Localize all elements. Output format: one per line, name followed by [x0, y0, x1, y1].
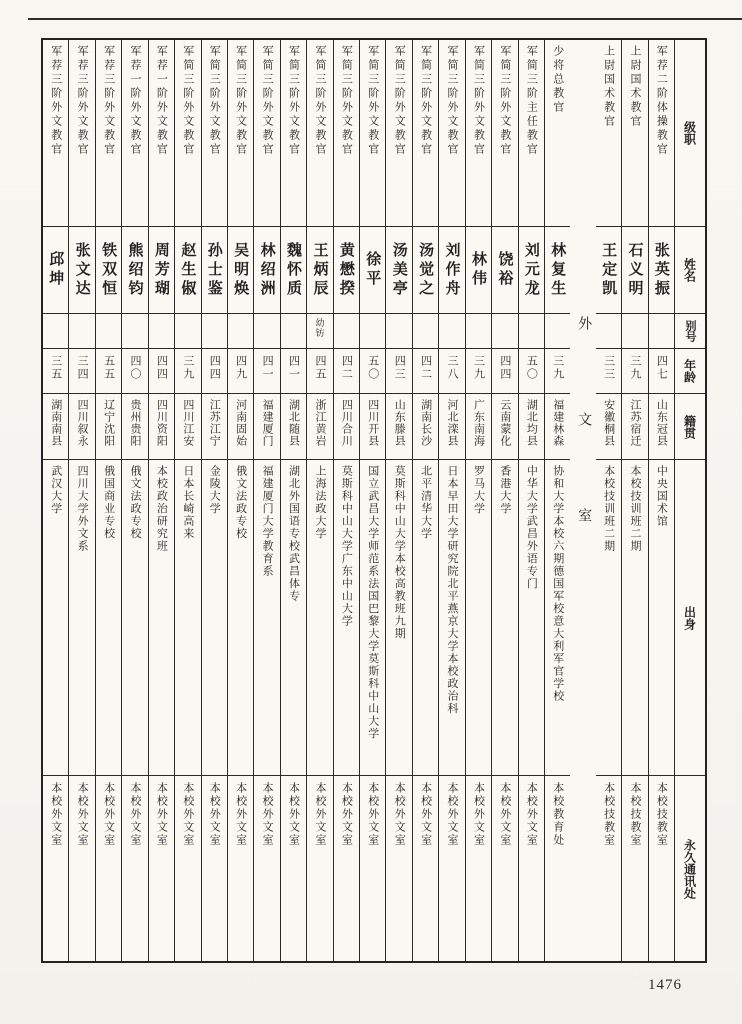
address-cell: 本校外文室 [254, 775, 279, 961]
background-cell: 罗马大学 [466, 459, 491, 775]
name-cell: 吴明焕 [228, 226, 253, 313]
age-cell: 四一 [281, 348, 306, 393]
alias-cell [622, 313, 647, 348]
origin-cell: 湖南长沙 [413, 393, 438, 459]
alias-cell [519, 313, 544, 348]
person-column [68, 40, 94, 961]
age-cell: 五五 [96, 348, 121, 393]
background-cell: 俄国商业专校 [96, 459, 121, 775]
age-cell: 四四 [149, 348, 174, 393]
origin-cell: 四川资阳 [149, 393, 174, 459]
background-cell: 中央国术馆 [649, 459, 674, 775]
address-cell: 本校外文室 [228, 775, 253, 961]
alias-cell [69, 313, 94, 348]
header-age: 年龄 [675, 348, 705, 393]
address-cell: 本校技教室 [596, 775, 621, 961]
page-top-rule [28, 18, 742, 20]
background-cell: 本校技训班二期 [596, 459, 621, 775]
alias-cell [545, 313, 570, 348]
origin-cell: 江苏江宁 [202, 393, 227, 459]
address-cell: 本校外文室 [281, 775, 306, 961]
person-column [648, 40, 674, 961]
origin-cell: 江苏宿迁 [622, 393, 647, 459]
rank-cell: 少将总教官 [551, 45, 564, 115]
alias-cell [175, 313, 200, 348]
address-cell: 本校外文室 [69, 775, 94, 961]
origin-cell: 四川叙永 [69, 393, 94, 459]
age-cell: 三八 [439, 348, 464, 393]
alias-cell [281, 313, 306, 348]
address-cell: 本校技教室 [622, 775, 647, 961]
person-column [438, 40, 464, 961]
background-cell: 日本长崎高来 [175, 459, 200, 775]
rank-cell: 军荐三阶外文教官 [49, 45, 62, 157]
person-column [121, 40, 147, 961]
origin-cell: 四川开县 [360, 393, 385, 459]
person-column [95, 40, 121, 961]
name-cell: 王定凯 [596, 226, 621, 313]
name-cell: 熊绍钧 [122, 226, 147, 313]
background-cell: 湖北外国语专校武昌体专 [281, 459, 306, 775]
address-cell: 本校外文室 [122, 775, 147, 961]
person-column [333, 40, 359, 961]
origin-cell: 湖南南县 [43, 393, 68, 459]
header-origin: 籍贯 [675, 393, 705, 459]
background-cell: 俄文法政专校 [228, 459, 253, 775]
rank-cell: 军简三阶外文教官 [446, 45, 459, 157]
section-divider-column [570, 40, 595, 961]
name-cell: 赵生俶 [175, 226, 200, 313]
name-cell: 张英振 [649, 226, 674, 313]
origin-cell: 河南固始 [228, 393, 253, 459]
alias-cell [96, 313, 121, 348]
age-cell: 五〇 [519, 348, 544, 393]
background-cell: 俄文法政专校 [122, 459, 147, 775]
name-cell: 周芳瑚 [149, 226, 174, 313]
rank-cell: 上尉国术教官 [629, 45, 641, 129]
origin-cell: 四川合川 [334, 393, 359, 459]
age-cell: 四三 [386, 348, 411, 393]
origin-cell: 河北滦县 [439, 393, 464, 459]
rank-cell: 军简三阶外文教官 [393, 45, 406, 157]
rank-cell: 军简三阶外文教官 [261, 45, 274, 157]
origin-cell: 云南蒙化 [492, 393, 517, 459]
rank-cell: 军简三阶外文教官 [234, 45, 247, 157]
address-cell: 本校外文室 [307, 775, 332, 961]
background-cell: 北平清华大学 [413, 459, 438, 775]
origin-cell: 福建厦门 [254, 393, 279, 459]
background-cell: 本校技训班二期 [622, 459, 647, 775]
section-label: 外文室 [576, 315, 592, 604]
person-column [280, 40, 306, 961]
header-alias: 别号 [675, 313, 705, 348]
person-column [544, 40, 570, 961]
name-cell: 铁双恒 [96, 226, 121, 313]
alias-cell [43, 313, 68, 348]
alias-cell [149, 313, 174, 348]
personnel-table [41, 38, 707, 963]
origin-cell: 湖北均县 [519, 393, 544, 459]
background-cell: 四川大学外文系 [69, 459, 94, 775]
age-cell: 四一 [254, 348, 279, 393]
name-cell: 林复生 [545, 226, 570, 313]
rank-cell: 军简三阶外文教官 [340, 45, 353, 157]
age-cell: 五〇 [360, 348, 385, 393]
address-cell: 本校技教室 [649, 775, 674, 961]
rank-cell: 军简三阶外文教官 [366, 45, 379, 157]
age-cell: 三四 [69, 348, 94, 393]
person-column [148, 40, 174, 961]
age-cell: 四四 [202, 348, 227, 393]
alias-cell [254, 313, 279, 348]
age-cell: 四二 [413, 348, 438, 393]
rank-cell: 军简三阶外文教官 [181, 45, 194, 157]
origin-cell: 山东冠县 [649, 393, 674, 459]
person-column [306, 40, 332, 961]
origin-cell: 贵州贵阳 [122, 393, 147, 459]
address-cell: 本校外文室 [149, 775, 174, 961]
rank-cell: 军简三阶外文教官 [472, 45, 485, 157]
header-rank: 级职 [682, 121, 697, 145]
name-cell: 魏怀质 [281, 226, 306, 313]
address-cell: 本校外文室 [492, 775, 517, 961]
header-address: 永久通讯处 [675, 775, 705, 961]
name-cell: 黄懋揆 [334, 226, 359, 313]
address-cell: 本校外文室 [466, 775, 491, 961]
address-cell: 本校外文室 [334, 775, 359, 961]
name-cell: 石义明 [622, 226, 647, 313]
name-cell: 汤觉之 [413, 226, 438, 313]
background-cell: 金陵大学 [202, 459, 227, 775]
name-cell: 孙士鉴 [202, 226, 227, 313]
name-cell: 饶裕 [492, 226, 517, 313]
age-cell: 四二 [334, 348, 359, 393]
origin-cell: 福建林森 [545, 393, 570, 459]
person-column [227, 40, 253, 961]
background-cell: 中华大学武昌外语专门 [519, 459, 544, 775]
alias-cell [122, 313, 147, 348]
address-cell: 本校外文室 [96, 775, 121, 961]
alias-cell [439, 313, 464, 348]
person-column [596, 40, 621, 961]
address-cell: 本校外文室 [439, 775, 464, 961]
name-cell: 邱坤 [43, 226, 68, 313]
person-column [359, 40, 385, 961]
background-cell: 莫斯科中山大学本校高教班九期 [386, 459, 411, 775]
person-column [201, 40, 227, 961]
alias-cell [596, 313, 621, 348]
alias-cell [202, 313, 227, 348]
alias-cell [334, 313, 359, 348]
alias-cell [649, 313, 674, 348]
name-cell: 张文达 [69, 226, 94, 313]
record-columns [43, 40, 674, 961]
background-cell: 日本早田大学研究院北平燕京大学本校政治科 [439, 459, 464, 775]
address-cell: 本校外文室 [519, 775, 544, 961]
person-column [43, 40, 68, 961]
background-cell: 本校政治研究班 [149, 459, 174, 775]
rank-cell: 军荐二阶体操教官 [655, 45, 668, 157]
person-column [174, 40, 200, 961]
page-number: 1476 [648, 977, 682, 993]
name-cell: 王炳辰 [307, 226, 332, 313]
address-cell: 本校外文室 [202, 775, 227, 961]
name-cell: 林绍洲 [254, 226, 279, 313]
age-cell: 三九 [622, 348, 647, 393]
alias-cell [386, 313, 411, 348]
rank-cell: 军简三阶外文教官 [498, 45, 511, 157]
person-column [253, 40, 279, 961]
person-column [412, 40, 438, 961]
alias-cell [466, 313, 491, 348]
alias-cell [492, 313, 517, 348]
alias-cell [360, 313, 385, 348]
origin-cell: 四川江安 [175, 393, 200, 459]
alias-cell [413, 313, 438, 348]
background-cell: 福建厦门大学教育系 [254, 459, 279, 775]
origin-cell: 安徽桐县 [596, 393, 621, 459]
rank-cell: 军荐三阶外文教官 [102, 45, 115, 157]
age-cell: 四〇 [122, 348, 147, 393]
rank-cell: 军简三阶外文教官 [208, 45, 221, 157]
name-cell: 林伟 [466, 226, 491, 313]
background-cell: 协和大学本校六期德国军校意大利军官学校 [545, 459, 570, 775]
header-background: 出身 [675, 459, 705, 775]
background-cell: 香港大学 [492, 459, 517, 775]
rank-cell: 上尉国术教官 [602, 45, 615, 129]
background-cell: 武汉大学 [43, 459, 68, 775]
person-column [518, 40, 544, 961]
rank-cell: 军荐一阶外文教官 [155, 45, 168, 157]
rank-cell: 军简三阶外文教官 [313, 45, 326, 157]
age-cell: 三三 [596, 348, 621, 393]
age-cell: 四九 [228, 348, 253, 393]
name-cell: 徐平 [360, 226, 385, 313]
age-cell: 三九 [466, 348, 491, 393]
person-column [465, 40, 491, 961]
origin-cell: 辽宁沈阳 [96, 393, 121, 459]
address-cell: 本校外文室 [175, 775, 200, 961]
age-cell: 四四 [492, 348, 517, 393]
origin-cell: 浙江黄岩 [307, 393, 332, 459]
address-cell: 本校外文室 [413, 775, 438, 961]
origin-cell: 湖北随县 [281, 393, 306, 459]
header-name: 姓名 [675, 226, 705, 313]
table-header-column [674, 40, 705, 961]
name-cell: 刘元龙 [519, 226, 544, 313]
person-column [621, 40, 647, 961]
address-cell: 本校教育处 [545, 775, 570, 961]
address-cell: 本校外文室 [43, 775, 68, 961]
rank-cell: 军简三阶外文教官 [287, 45, 300, 157]
background-cell: 莫斯科中山大学广东中山大学 [334, 459, 359, 775]
alias-cell: 幼钫 [307, 313, 332, 348]
person-column [385, 40, 411, 961]
address-cell: 本校外文室 [360, 775, 385, 961]
name-cell: 刘作舟 [439, 226, 464, 313]
age-cell: 三九 [175, 348, 200, 393]
rank-cell: 军荐一阶外文教官 [128, 45, 141, 157]
background-cell: 上海法政大学 [307, 459, 332, 775]
rank-cell: 军简三阶主任教官 [525, 45, 538, 157]
age-cell: 三五 [43, 348, 68, 393]
origin-cell: 广东南海 [466, 393, 491, 459]
age-cell: 三九 [545, 348, 570, 393]
origin-cell: 山东滕县 [386, 393, 411, 459]
address-cell: 本校外文室 [386, 775, 411, 961]
name-cell: 汤美亭 [386, 226, 411, 313]
age-cell: 四五 [307, 348, 332, 393]
rank-cell: 军简三阶外文教官 [419, 45, 432, 157]
alias-cell [228, 313, 253, 348]
age-cell: 四七 [649, 348, 674, 393]
background-cell: 国立武昌大学师范系法国巴黎大学莫斯科中山大学 [360, 459, 385, 775]
rank-cell: 军荐三阶外文教官 [76, 45, 89, 157]
person-column [491, 40, 517, 961]
